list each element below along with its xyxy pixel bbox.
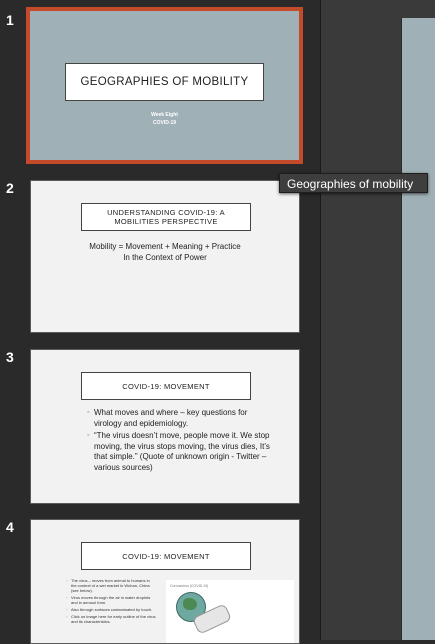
slide-thumbnail-2[interactable] xyxy=(30,180,300,333)
bullet-item: ◦ Also through surfaces contaminated by touch. xyxy=(66,607,156,612)
slide-editor-canvas[interactable] xyxy=(321,0,435,640)
slide-subtitle-line: Week Eight xyxy=(151,112,178,118)
bullet-item: ◦ Virus moves through the air in water droplets and in aerosol form. xyxy=(66,595,156,605)
slide-number: 2 xyxy=(6,180,14,196)
slide-video-image[interactable] xyxy=(166,580,294,644)
slide-title: COVID-19: MOVEMENT xyxy=(81,542,251,570)
slide-number: 4 xyxy=(6,519,14,535)
globe-land-shape xyxy=(183,598,197,610)
bullet-item: ◦ “The virus doesn’t move, people move it. We stop moving, the virus stops moving, the virus dies, It’s that simple.” (Quote of unknown origin - Twitter – various sources) xyxy=(87,431,277,473)
slide-subtitle-line: COVID-19 xyxy=(152,120,177,126)
slide-thumbnail-3[interactable] xyxy=(30,349,300,504)
slide-body-line: Mobility = Movement + Meaning + Practice xyxy=(89,242,241,251)
slide-title: GEOGRAPHIES OF MOBILITY xyxy=(65,63,264,101)
image-caption: Coronavirus (COVID-19) xyxy=(170,584,209,588)
slide-body xyxy=(31,241,299,263)
bullet-item: ◦ Click on image here for early outline of the virus and its characteristics. xyxy=(66,614,156,624)
slide-title: COVID-19: MOVEMENT xyxy=(81,372,251,400)
slide-thumbnail-4[interactable] xyxy=(30,519,300,644)
current-slide-edge[interactable] xyxy=(401,18,435,640)
slide-number: 1 xyxy=(6,12,14,28)
slide-bullet-list xyxy=(66,578,156,626)
slide-title: UNDERSTANDING COVID-19: A MOBILITIES PERSPECTIVE xyxy=(81,203,251,231)
bullet-item: ◦ The virus – moves from animal to humans in the context of a wet market in Wuhan, China (see below). xyxy=(66,578,156,593)
slide-bullet-list xyxy=(87,408,277,475)
slide-number: 3 xyxy=(6,349,14,365)
slide-thumbnail-1[interactable] xyxy=(26,7,303,164)
slide-body-line: In the Context of Power xyxy=(123,253,207,262)
slide-title-tooltip: Geographies of mobility xyxy=(279,173,428,193)
bullet-item: ◦ What moves and where – key questions for virology and epidemiology. xyxy=(87,408,277,429)
